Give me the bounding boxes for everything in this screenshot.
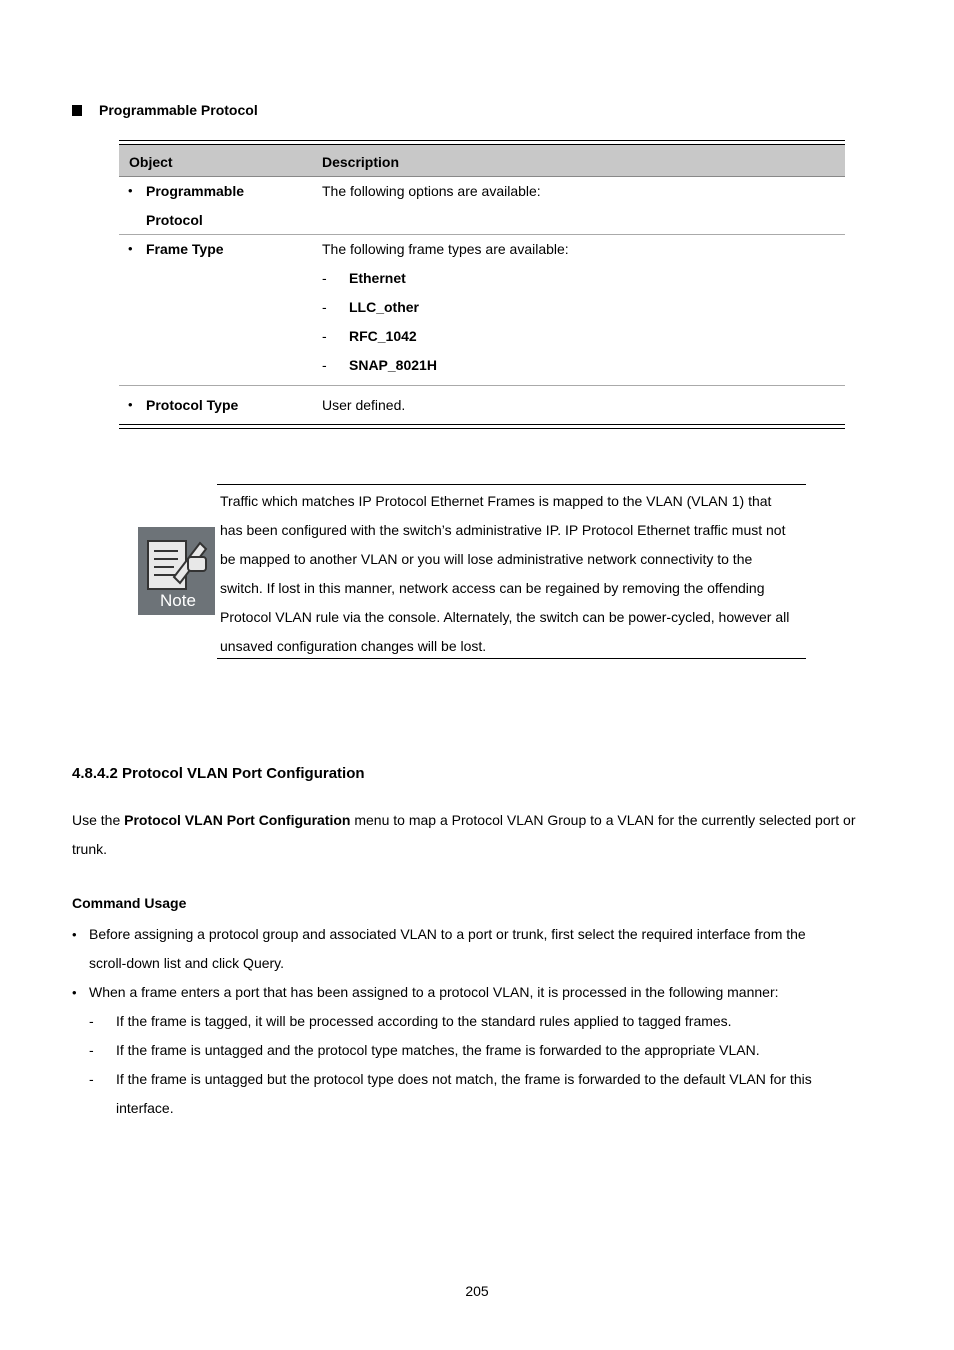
object-label: Protocol [146, 212, 203, 228]
note-bottom-rule [217, 658, 806, 659]
section-title: Programmable Protocol [99, 102, 258, 118]
option-item: - SNAP_8021H [322, 357, 437, 373]
description-text: The following frame types are available: [322, 241, 569, 257]
intro-paragraph: Use the Protocol VLAN Port Configuration menu to map a Protocol VLAN Group to a VLAN for the currently selected port or trunk. [72, 812, 856, 857]
option-item: - RFC_1042 [322, 328, 417, 344]
page-number: 205 [465, 1283, 489, 1299]
list-item: • When a frame enters a port that has been assigned to a protocol VLAN, it is processed in the following manner: [72, 978, 872, 1007]
bullet-icon: • [128, 397, 133, 412]
description-text: The following options are available: [322, 183, 541, 199]
list-item: • Before assigning a protocol group and associated VLAN to a port or trunk, first select the required interface from the scroll-down list and click Query. [72, 920, 872, 978]
object-label: Frame Type [146, 241, 224, 257]
table-row [119, 386, 845, 424]
note-icon-label: Note [160, 591, 196, 610]
note-top-rule [217, 484, 806, 485]
bullet-icon: • [72, 985, 77, 1000]
header-description: Description [322, 154, 400, 170]
option-item: - Ethernet [322, 270, 406, 286]
table-row [119, 177, 845, 235]
sub-list-item: - If the frame is untagged and the protocol type matches, the frame is forwarded to the appropriate VLAN. [89, 1042, 760, 1058]
header-object: Object [129, 154, 173, 170]
bullet-icon: • [72, 927, 77, 942]
subsection-heading: 4.8.4.2 Protocol VLAN Port Configuration [72, 765, 365, 782]
section-header [72, 102, 258, 118]
note-text: Traffic which matches IP Protocol Ethernet Frames is mapped to the VLAN (VLAN 1) that has been configured with the switch’s administrative IP. IP Protocol Ethernet traffic must not be mapped to another VLAN or you will lose administrative network connectivity to the switch. If lost in this manner, network access can be regained by removing the offending Protocol VLAN rule via the console. Alternately, the switch can be power-cycled, however all unsaved configuration changes will be lost. [220, 493, 790, 654]
square-bullet-icon [72, 105, 82, 116]
sub-list-item: - If the frame is tagged, it will be processed according to the standard rules applied to tagged frames. [89, 1013, 732, 1029]
object-label: Programmable [146, 183, 245, 199]
description-text: User defined. [322, 397, 406, 413]
command-usage-list [72, 920, 872, 1123]
command-usage-title: Command Usage [72, 895, 187, 911]
object-description-table [119, 140, 845, 429]
option-item: - LLC_other [322, 299, 419, 315]
table-row [119, 235, 845, 386]
object-label: Protocol Type [146, 397, 239, 413]
note-icon [138, 527, 215, 615]
sub-list-item: - If the frame is untagged but the protocol type does not match, the frame is forwarded to the default VLAN for this interface. [89, 1071, 812, 1116]
table-bottom-rule [119, 424, 845, 429]
table-header [119, 145, 845, 177]
bullet-icon: • [128, 241, 133, 256]
bullet-icon: • [128, 183, 133, 198]
